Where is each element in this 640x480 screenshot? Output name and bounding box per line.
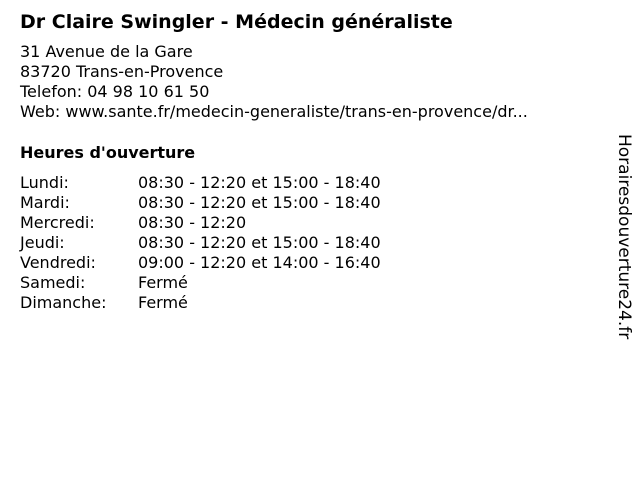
day-label: Mardi: — [20, 193, 70, 212]
doctor-card — [20, 10, 600, 313]
web-line: Web: www.sante.fr/medecin-generaliste/trans-en-provence/dr... — [20, 102, 528, 121]
phone-line: Telefon: 04 98 10 61 50 — [20, 82, 210, 101]
day-label: Mercredi: — [20, 213, 95, 232]
opening-hours-heading: Heures d'ouverture — [20, 143, 196, 162]
hours-row-wednesday — [20, 213, 600, 233]
time-range: Fermé — [138, 273, 188, 292]
day-label: Lundi: — [20, 173, 69, 192]
site-watermark: Horairesdouverture24.fr — [614, 134, 634, 340]
day-label: Jeudi: — [20, 233, 65, 252]
day-label: Dimanche: — [20, 293, 107, 312]
time-range: 08:30 - 12:20 et 15:00 - 18:40 — [138, 193, 381, 212]
time-range: 08:30 - 12:20 et 15:00 - 18:40 — [138, 173, 381, 192]
page-title: Dr Claire Swingler - Médecin généraliste — [20, 11, 453, 33]
time-range: 08:30 - 12:20 et 15:00 - 18:40 — [138, 233, 381, 252]
hours-row-sunday — [20, 293, 600, 313]
opening-hours-list — [20, 173, 600, 313]
address-street: 31 Avenue de la Gare — [20, 42, 193, 61]
hours-row-monday — [20, 173, 600, 193]
hours-row-friday — [20, 253, 600, 273]
day-label: Vendredi: — [20, 253, 96, 272]
day-label: Samedi: — [20, 273, 86, 292]
time-range: Fermé — [138, 293, 188, 312]
hours-row-saturday — [20, 273, 600, 293]
hours-row-thursday — [20, 233, 600, 253]
time-range: 08:30 - 12:20 — [138, 213, 247, 232]
hours-row-tuesday — [20, 193, 600, 213]
time-range: 09:00 - 12:20 et 14:00 - 16:40 — [138, 253, 381, 272]
address-city: 83720 Trans-en-Provence — [20, 62, 224, 81]
